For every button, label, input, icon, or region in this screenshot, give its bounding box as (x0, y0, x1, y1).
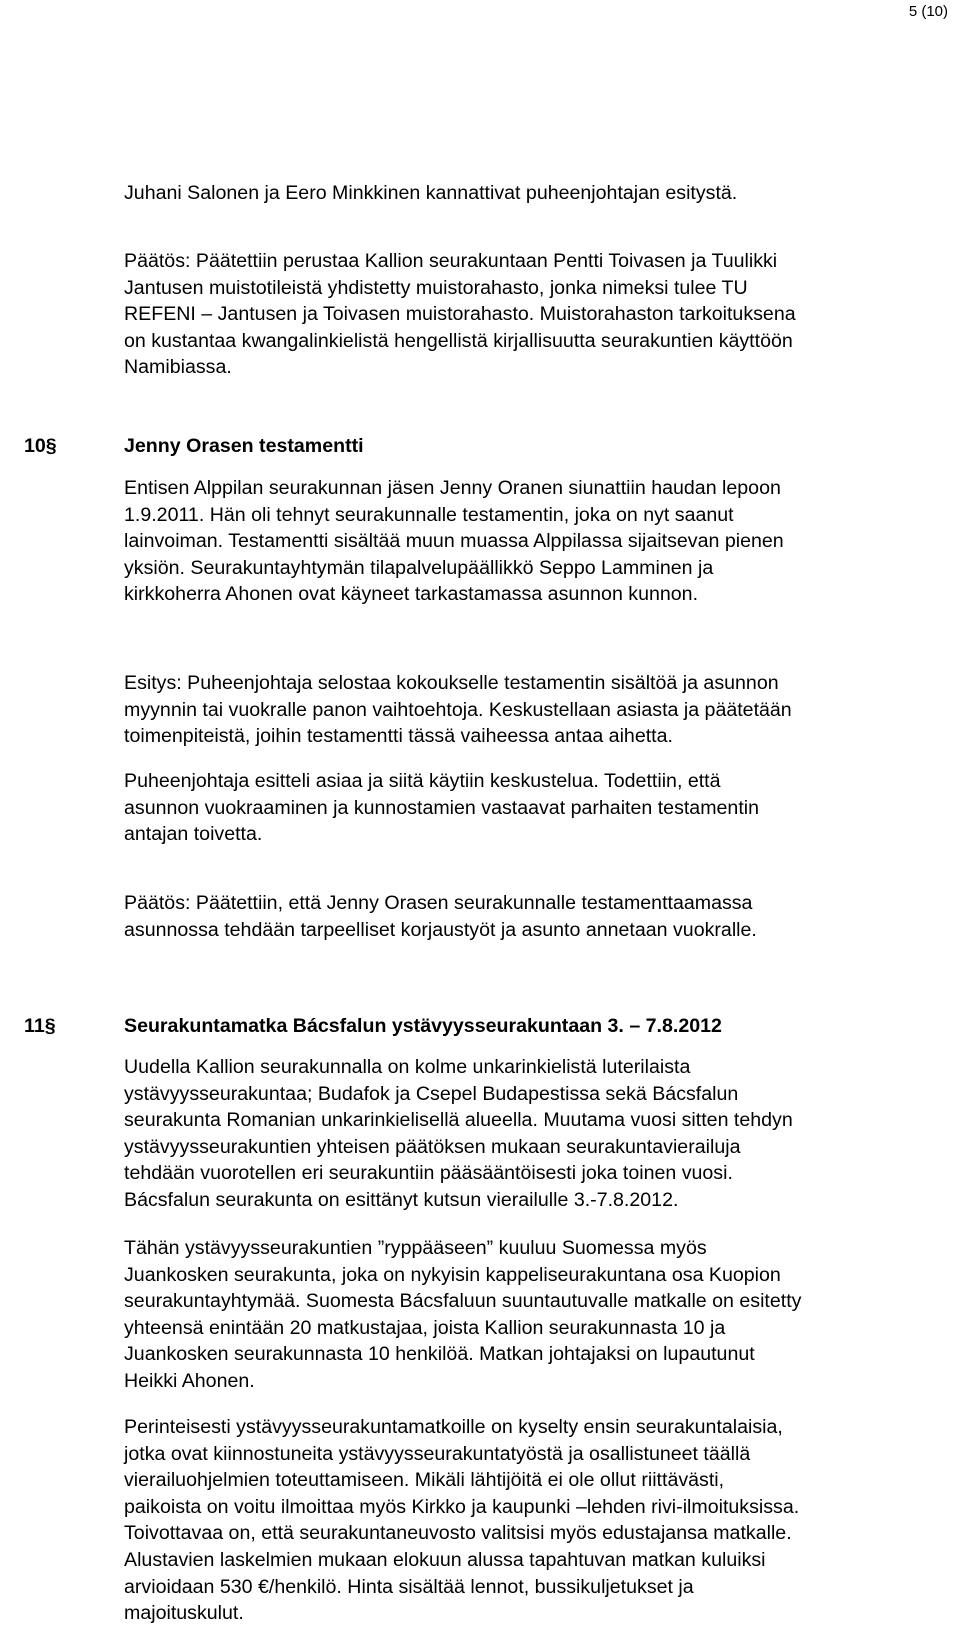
text-line: kirkkoherra Ahonen ovat käyneet tarkastamassa asunnon kunnon. (124, 583, 699, 606)
intro-paragraph (124, 180, 954, 207)
text-line: arvioidaan 530 €/henkilö. Hinta sisältää lennot, bussikuljetukset ja (124, 1575, 694, 1598)
text-line: tehdään vuorotellen eri seurakuntiin pääsääntöisesti joka toinen vuosi. (124, 1162, 733, 1185)
text-line: Juankosken seurakunnasta 10 henkilöä. Matkan johtajaksi on lupautunut (124, 1343, 755, 1366)
text-line: Päätös: Päätettiin, että Jenny Orasen seurakunnalle testamenttaamassa (124, 892, 753, 914)
text-line: yksiön. Seurakuntayhtymän tilapalvelupäällikkö Seppo Lamminen ja (124, 556, 714, 579)
text-line: Uudella Kallion seurakunnalla on kolme unkarinkielistä luterilaista (124, 1056, 691, 1078)
text-line: Heikki Ahonen. (124, 1369, 255, 1392)
text-line: ystävyysseurakuntien yhteisen päätöksen mukaan seurakuntavierailuja (124, 1135, 741, 1158)
section-11-paragraph-3 (124, 1414, 954, 1627)
section-number: 11§ (24, 1015, 56, 1037)
section-title: Seurakuntamatka Bácsfalun ystävyysseurakuntaan 3. – 7.8.2012 (124, 1015, 722, 1037)
text-line: on kustantaa kwangalinkielistä hengellistä kirjallisuutta seurakuntien käyttöön (124, 329, 793, 352)
text-line: REFENI – Jantusen ja Toivasen muistorahasto. Muistorahaston tarkoituksena (124, 303, 796, 326)
section-10-background (124, 475, 954, 608)
decision-paragraph-9 (124, 248, 954, 381)
section-10-proposal (124, 670, 954, 750)
text-line: Juhani Salonen ja Eero Minkkinen kannattivat puheenjohtajan esitystä. (124, 182, 738, 204)
section-number: 10§ (24, 435, 57, 457)
text-line: Jantusen muistotileistä yhdistetty muistorahasto, jonka nimeksi tulee TU (124, 276, 748, 299)
text-line: Namibiassa. (124, 356, 232, 379)
text-line: seurakuntayhtymää. Suomesta Bácsfaluun suuntautuvalle matkalle on esitetty (124, 1290, 802, 1313)
page-number: 5 (10) (908, 3, 948, 20)
text-line: Alustavien laskelmien mukaan elokuun alussa tapahtuvan matkan kuluiksi (124, 1548, 766, 1571)
text-line: ystävyysseurakuntaa; Budafok ja Csepel Budapestissa sekä Bácsfalun (124, 1082, 739, 1105)
text-line: Entisen Alppilan seurakunnan jäsen Jenny Oranen siunattiin haudan lepoon (124, 477, 781, 499)
section-10-discussion (124, 768, 954, 848)
text-line: myynnin tai vuokralle panon vaihtoehtoja. Keskustellaan asiasta ja päätetään (124, 698, 792, 721)
text-line: 1.9.2011. Hän oli tehnyt seurakunnalle testamentin, joka on nyt saanut (124, 503, 734, 526)
text-line: seurakunta Romanian unkarinkielisellä alueella. Muutama vuosi sitten tehdyn (124, 1109, 793, 1132)
text-line: lainvoiman. Testamentti sisältää muun muassa Alppilassa sijaitsevan pienen (124, 530, 784, 553)
text-line: Bácsfalun seurakunta on esittänyt kutsun vierailulle 3.-7.8.2012. (124, 1188, 679, 1211)
text-line: Toivottavaa on, että seurakuntaneuvosto valitsisi myös edustajansa matkalle. (124, 1522, 792, 1545)
text-line: Perinteisesti ystävyysseurakuntamatkoille on kyselty ensin seurakuntalaisia, (124, 1416, 783, 1438)
text-line: asunnon vuokraaminen ja kunnostamien vastaavat parhaiten testamentin (124, 796, 760, 819)
section-11-paragraph-2 (124, 1235, 954, 1395)
text-line: Esitys: Puheenjohtaja selostaa kokoukselle testamentin sisältöä ja asunnon (124, 672, 779, 694)
section-title: Jenny Orasen testamentti (124, 435, 364, 457)
text-line: paikoista on voitu ilmoittaa myös Kirkko ja kaupunki –lehden rivi-ilmoituksissa. (124, 1495, 800, 1518)
text-line: asunnossa tehdään tarpeelliset korjaustyöt ja asunto annetaan vuokralle. (124, 918, 757, 941)
text-line: antajan toivetta. (124, 823, 263, 846)
text-line: vierailuohjelmien toteuttamiseen. Mikäli lähtijöitä ei ole ollut riittävästi, (124, 1469, 725, 1492)
text-line: Puheenjohtaja esitteli asiaa ja siitä käytiin keskustelua. Todettiin, että (124, 770, 721, 792)
section-10-decision (124, 890, 954, 943)
text-line: Päätös: Päätettiin perustaa Kallion seurakuntaan Pentti Toivasen ja Tuulikki (124, 250, 778, 272)
section-11-paragraph-1 (124, 1054, 954, 1214)
text-line: Juankosken seurakunta, joka on nykyisin kappeliseurakuntana osa Kuopion (124, 1263, 781, 1286)
text-line: jotka ovat kiinnostuneita ystävyysseurakuntatyöstä ja osallistuneet täällä (124, 1442, 751, 1465)
text-line: yhteensä enintään 20 matkustajaa, joista Kallion seurakunnasta 10 ja (124, 1316, 726, 1339)
text-line: Tähän ystävyysseurakuntien ”ryppääseen” kuuluu Suomessa myös (124, 1237, 707, 1259)
text-line: majoituskulut. (124, 1602, 244, 1625)
text-line: toimenpiteistä, joihin testamentti tässä vaiheessa antaa aihetta. (124, 725, 673, 748)
